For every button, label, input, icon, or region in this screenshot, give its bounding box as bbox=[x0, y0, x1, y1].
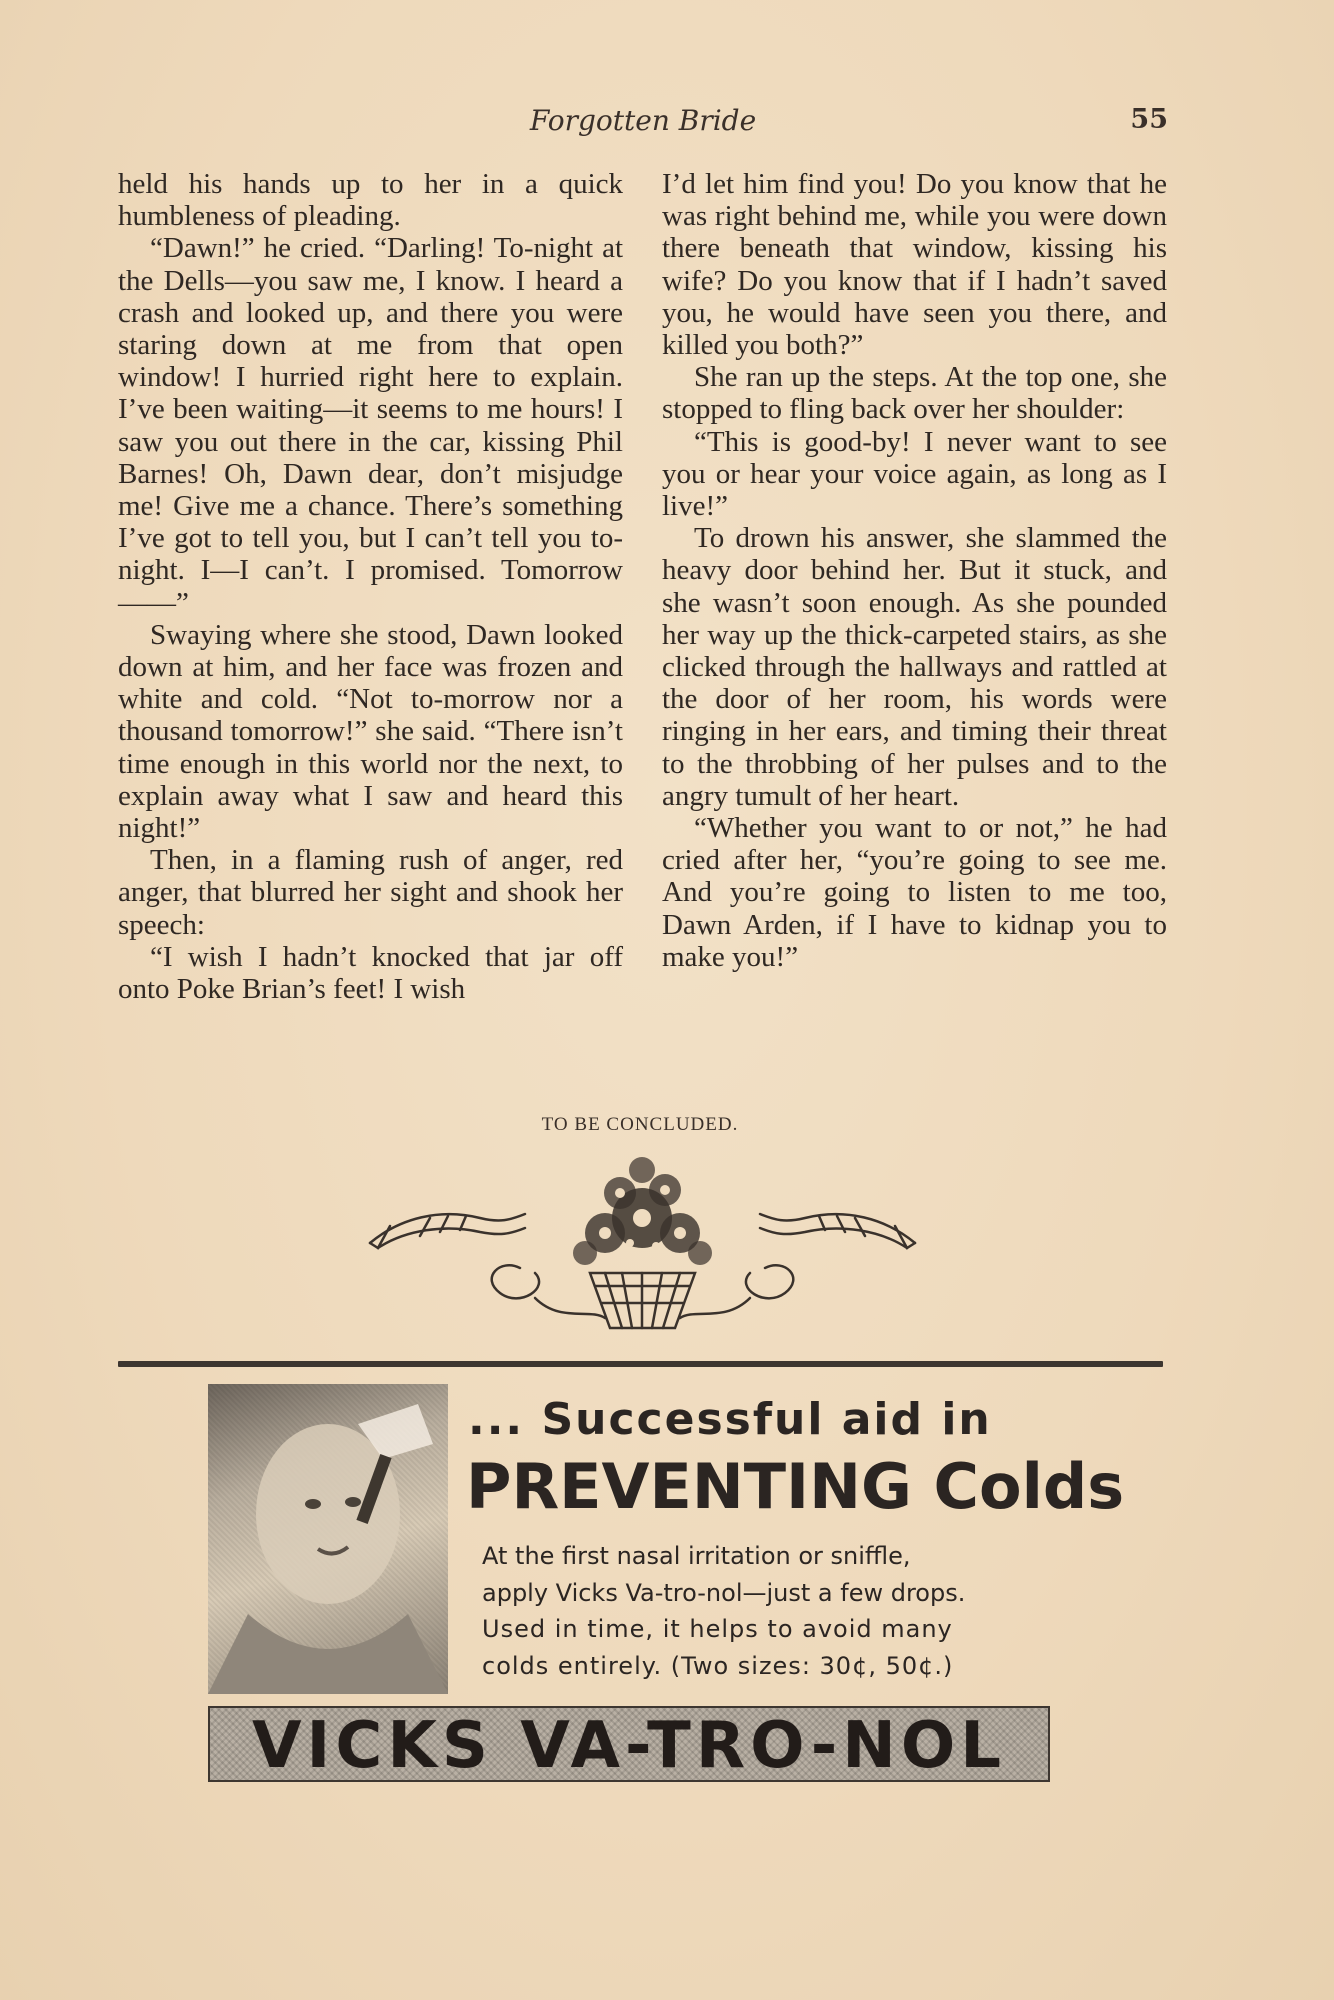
section-divider bbox=[118, 1361, 1163, 1367]
ad-headline-tagline: ... Successful aid in bbox=[468, 1394, 992, 1445]
story-paragraph: She ran up the steps. At the top one, she stopped to fling back over her shoulder: bbox=[662, 361, 1167, 426]
story-paragraph: “I wish I hadn’t knocked that jar off onto Poke Brian’s feet! I wish bbox=[118, 940, 623, 1006]
brand-banner bbox=[208, 1706, 1050, 1782]
ad-body-copy bbox=[482, 1538, 1042, 1684]
running-header bbox=[118, 104, 1168, 144]
brand-name: VICKS VA-TRO-NOL bbox=[252, 1709, 1006, 1782]
story-paragraph: “This is good-by! I never want to see you or hear your voice again, as long as I live!” bbox=[662, 425, 1167, 523]
story-paragraph: Swaying where she stood, Dawn looked down at him, and her face was frozen and white and cold. “Not to-morrow nor a thousand tomorrow!” she said. “There isn’t time enough in this world nor the next, to explain away what I saw and heard this night!” bbox=[118, 618, 623, 845]
ad-body-line: Used in time, it helps to avoid many bbox=[482, 1615, 953, 1643]
story-paragraph: I’d let him find you! Do you know that he was right behind me, while you were down there beneath that window, kissing his wife? Do you know that if I hadn’t saved you, he would have seen you there, and killed you both?” bbox=[662, 168, 1167, 362]
ad-headline-main: PREVENTING Colds bbox=[466, 1450, 1125, 1523]
story-paragraph: held his hands up to her in a quick humbleness of pleading. bbox=[118, 168, 623, 233]
story-paragraph: “Dawn!” he cried. “Darling! To-night at the Dells—you saw me, I know. I heard a crash and looked up, and there you were staring down at me from that open window! I hurried right here to explain. I’ve been waiting—it seems to me hours! I saw you out there in the car, kissing Phil Barnes! Oh, Dawn dear, don’t misjudge me! Give me a chance. There’s something I’ve got to tell you, but I can’t tell you tonight. I—I can’t. I promised. Tomorrow——” bbox=[118, 232, 623, 619]
story-paragraph: Then, in a flaming rush of anger, red anger, that blurred her sight and shook her speech: bbox=[118, 844, 623, 941]
to-be-concluded-note: TO BE CONCLUDED. bbox=[541, 1114, 739, 1135]
story-paragraph: To drown his answer, she slammed the heavy door behind her. But it stuck, and she wasn’t soon enough. As she pounded her way up the thick-carpeted stairs, as she clicked through the hallways and rattled at the door of her room, his words were ringing in her ears, and timing their threat to the throbbing of her pulses and to the angry tumult of her heart. bbox=[662, 522, 1167, 812]
ad-body-line: At the first nasal irritation or sniffle, bbox=[482, 1542, 911, 1570]
running-title: Forgotten Bride bbox=[529, 104, 757, 137]
child-photo-icon bbox=[208, 1384, 448, 1694]
flower-basket-ornament-icon bbox=[360, 1148, 925, 1333]
story-column-right bbox=[662, 168, 1167, 973]
story-paragraph: “Whether you want to or not,” he had cried after her, “you’re going to see me. And you’re going to listen to me too, Dawn Arden, if I have to kidnap you to make you!” bbox=[662, 812, 1167, 973]
page-number: 55 bbox=[1130, 104, 1168, 135]
ad-body-line: apply Vicks Va-tro-nol—just a few drops. bbox=[482, 1578, 966, 1607]
ad-body-line: colds entirely. (Two sizes: 30¢, 50¢.) bbox=[482, 1651, 954, 1680]
story-column-left bbox=[118, 168, 623, 1005]
